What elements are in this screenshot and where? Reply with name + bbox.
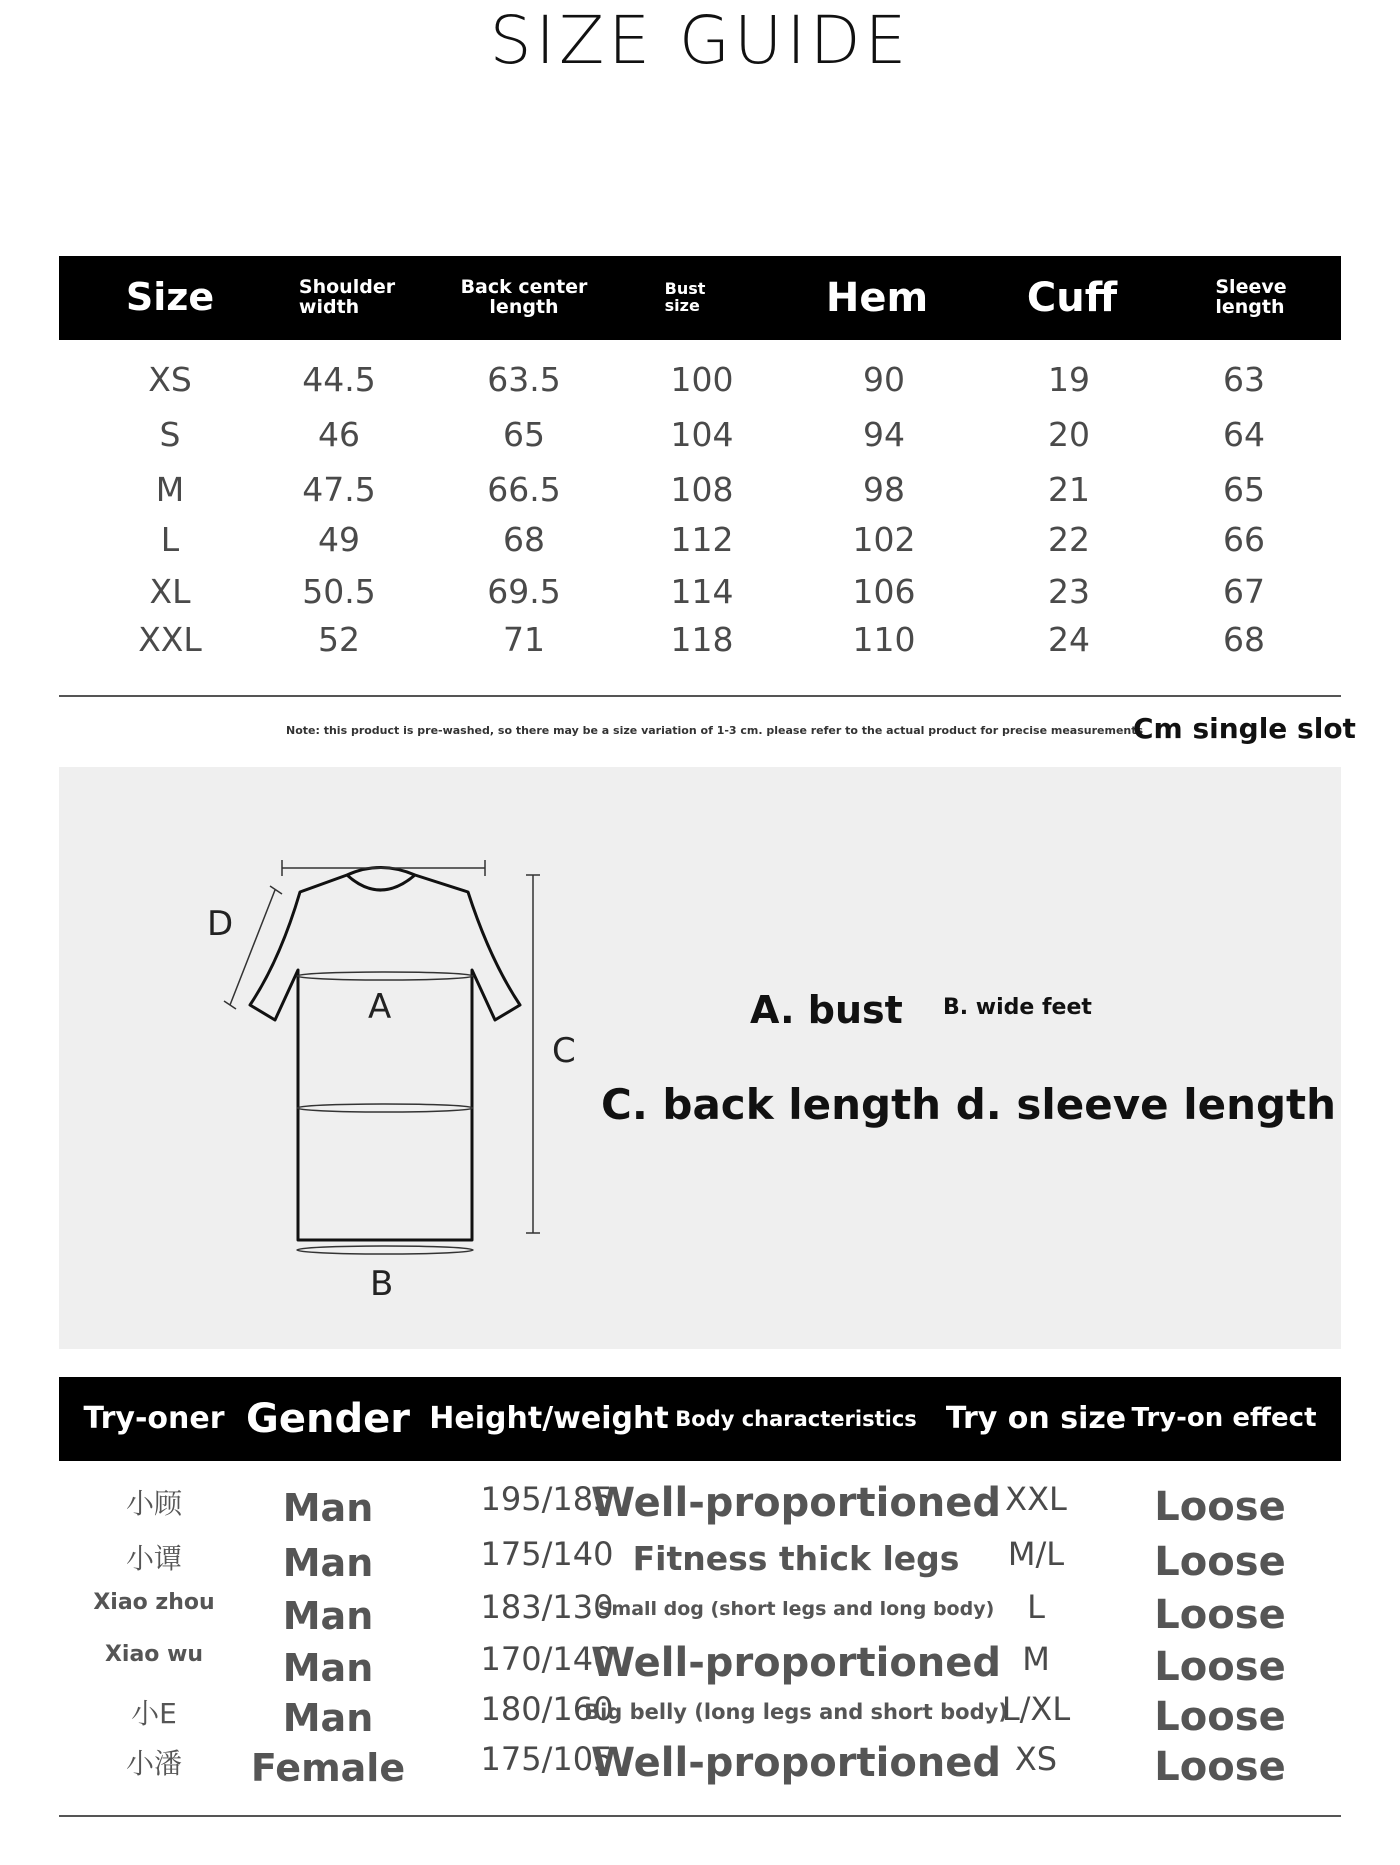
size-value-cell: 98 [863,470,905,509]
try-on-size-cell: M [1022,1640,1050,1678]
body-characteristics-cell: Well-proportioned [590,1480,1002,1526]
tryoner-cell: 小E [131,1697,177,1730]
try-on-effect-cell: Loose [1154,1539,1286,1585]
try-on-effect-cell: Loose [1154,1694,1286,1740]
header-try-on-size: Try on size [945,1401,1127,1437]
body-characteristics-cell: Small dog (short legs and long body) [597,1598,995,1620]
gender-cell: Man [282,1541,374,1585]
size-table-body [59,360,1341,680]
tryon-table-body [59,1480,1341,1810]
size-value-cell: 20 [1048,415,1090,454]
height-weight-cell: 175/105 [480,1740,614,1778]
page-title: SIZE GUIDE [489,2,911,79]
header-shoulder-width: Shoulder width [298,276,396,318]
tryoner-cell: 小谭 [125,1542,183,1575]
tshirt-neckline [347,875,415,890]
size-value-cell: 90 [863,360,905,399]
size-value-cell: 110 [852,620,916,659]
size-value-cell: 106 [852,572,916,611]
body-characteristics-cell: Fitness thick legs [632,1539,960,1578]
try-on-size-cell: XS [1014,1740,1058,1778]
size-value-cell: 69.5 [487,572,561,611]
measurement-note: Note: this product is pre-washed, so there may be a size variation of 1-3 cm. please refer to the actual product for precise measurements [286,724,1144,737]
tryoner-cell: Xiao zhou [93,1590,215,1615]
header-sleeve-length: Sleeve length [1215,276,1287,318]
header-cuff: Cuff [1026,275,1118,321]
size-value-cell: 66.5 [487,470,561,509]
try-on-effect-cell: Loose [1154,1744,1286,1790]
try-on-effect-cell: Loose [1154,1484,1286,1530]
label-bust: A. bust [750,988,903,1032]
diagram-letter-a: A [368,987,392,1027]
size-value-cell: 67 [1223,572,1265,611]
size-value-cell: 50.5 [302,572,376,611]
gender-cell: Man [282,1696,374,1740]
body-characteristics-cell: Well-proportioned [590,1640,1002,1686]
size-value-cell: 100 [670,360,734,399]
body-characteristics-cell: Big belly (long legs and short body) [584,1700,1008,1724]
size-value-cell: 63 [1223,360,1265,399]
size-table-header [59,256,1341,340]
label-back-sleeve-length: C. back length d. sleeve length [601,1080,1337,1129]
size-table-divider [59,695,1341,697]
size-value-cell: 65 [1223,470,1265,509]
header-body-characteristics: Body characteristics [675,1406,917,1431]
size-value-cell: 68 [1223,620,1265,659]
size-value-cell: 23 [1048,572,1090,611]
size-value-cell: 68 [503,520,545,559]
tryoner-cell: 小顾 [125,1487,183,1520]
try-on-size-cell: L/XL [1001,1690,1071,1728]
height-weight-cell: 170/140 [480,1640,614,1678]
height-weight-cell: 180/160 [480,1690,614,1728]
size-value-cell: 47.5 [302,470,376,509]
tryon-table-header [59,1377,1341,1461]
header-hem: Hem [825,275,929,321]
size-value-cell: 63.5 [487,360,561,399]
try-on-effect-cell: Loose [1154,1644,1286,1690]
header-size: Size [125,275,215,320]
size-value-cell: 46 [318,415,360,454]
size-value-cell: 114 [670,572,734,611]
try-on-size-cell: L [1027,1588,1045,1626]
size-value-cell: 64 [1223,415,1265,454]
size-value-cell: 49 [318,520,360,559]
gender-cell: Female [250,1746,406,1790]
size-value-cell: 21 [1048,470,1090,509]
header-height-weight: Height/weight [429,1401,669,1437]
height-weight-cell: 195/185 [480,1480,614,1518]
header-gender: Gender [246,1396,410,1442]
size-value-cell: 65 [503,415,545,454]
size-value-cell: 24 [1048,620,1090,659]
tryoner-cell: 小潘 [125,1747,183,1780]
size-value-cell: 108 [670,470,734,509]
body-characteristics-cell: Well-proportioned [590,1740,1002,1786]
size-value-cell: 22 [1048,520,1090,559]
gender-cell: Man [282,1594,374,1638]
header-bust-size: Bust size [664,279,706,315]
header-back-center-length: Back center length [460,276,588,318]
tshirt-outline [250,868,520,1241]
size-value-cell: 52 [318,620,360,659]
tryon-table-divider [59,1815,1341,1817]
try-on-size-cell: M/L [1007,1535,1065,1573]
diagram-letter-b: B [370,1264,394,1304]
try-on-effect-cell: Loose [1154,1592,1286,1638]
height-weight-cell: 175/140 [480,1535,614,1573]
diagram-letter-c: C [552,1031,576,1071]
size-value-cell: 94 [863,415,905,454]
try-on-size-cell: XXL [1005,1480,1067,1518]
size-value-cell: 19 [1048,360,1090,399]
size-label-cell: XL [149,572,191,611]
size-value-cell: 118 [670,620,734,659]
header-try-on-effect: Try-on effect [1131,1403,1317,1434]
height-weight-cell: 183/130 [480,1588,614,1626]
gender-cell: Man [282,1486,374,1530]
size-label-cell: L [160,520,180,559]
header-try-oner: Try-oner [83,1401,225,1437]
size-label-cell: XXL [138,620,202,659]
tryoner-cell: Xiao wu [104,1642,204,1667]
size-value-cell: 102 [852,520,916,559]
size-value-cell: 71 [503,620,545,659]
diagram-letter-d: D [207,904,234,944]
label-wide-feet: B. wide feet [943,995,1092,1020]
size-value-cell: 44.5 [302,360,376,399]
size-label-cell: M [155,470,185,509]
gender-cell: Man [282,1646,374,1690]
size-label-cell: XS [148,360,192,399]
size-value-cell: 66 [1223,520,1265,559]
size-value-cell: 104 [670,415,734,454]
unit-label: Cm single slot [1133,712,1356,745]
size-value-cell: 112 [670,520,734,559]
size-label-cell: S [159,415,181,454]
tshirt-diagram [190,850,610,1330]
